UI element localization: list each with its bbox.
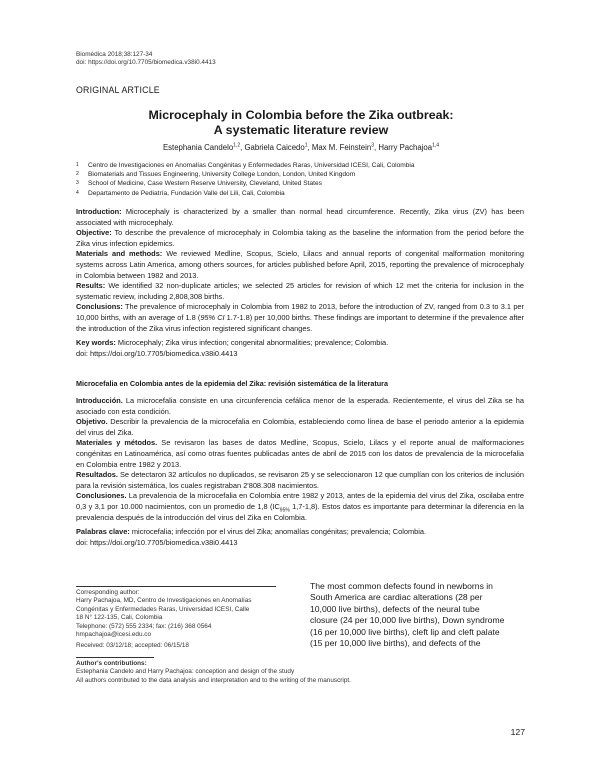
correspondence-line: Harry Pachajoa, MD, Centro de Investigaciones en Anomalías (76, 597, 252, 605)
body-line: (16 per 10,000 live births), cleft lip and cleft palate (310, 626, 500, 637)
author-4: Harry Pachajoa (378, 143, 433, 152)
abstract-english (76, 207, 524, 359)
author-3-affil: 3 (371, 142, 374, 149)
affiliations (76, 161, 415, 198)
body-line: 10,000 live births), defects of the neural tube (310, 603, 480, 614)
divider (76, 657, 154, 658)
received-accepted-dates: Received: 03/12/18; accepted: 06/15/18 (76, 642, 189, 650)
resumen-objetivo: Objetivo. Describir la prevalencia de la microcefalia en Colombia, estableciendo como línea de base el periodo anterior a la epidemia del virus del Zika. (76, 417, 524, 437)
header-doi: doi: https://doi.org/10.7705/biomedica.v38i0.4413 (76, 59, 216, 67)
resumen-metodos: Materiales y métodos. Se revisaron las bases de datos Medline, Scopus, Scielo, Lilacs y el reporte anual de malformaciones congénitas en Latinoamérica, así como otras fuentes publicadas antes de abril de 2015 con los datos de prevalencia de la microcefalia en Colombia entre 1982 y 2013. (76, 438, 524, 469)
affiliation-item: 2 Biomaterials and Tissues Engineering, University College London, London, United Kingdom (76, 171, 356, 179)
keywords-english: Key words: Microcephaly; Zika virus infection; congenital abnormalities; prevalence; Colombia. (76, 338, 389, 348)
resumen-conclusiones: Conclusiones. La prevalencia de la microcefalia en Colombia entre 1982 y 2013, antes de la epidemia del virus del Zika, oscilaba entre 0,3 y 3,1 por 10.000 nacimientos, con un promedio de 1,8 ($IC_{95\%}$ 1,7-1,8). Estos datos es importante para determinar la diferencia en la prevalencia después de la introducción del virus del Zika en Colombia. (76, 491, 524, 522)
correspondence-line: Congénitas y Enfermedades Raras, Universidad ICESI, Calle (76, 605, 250, 613)
resumen-introduccion: Introducción. La microcefalia consiste en una circunferencia cefálica menor de la esperada. Recientemente, el virus del Zika se ha asociado con esta condición. (76, 396, 524, 416)
abstract-objective: Objective: To describe the prevalence of microcephaly in Colombia taking as the baseline the information from the period before the Zika virus infection epidemics. (76, 228, 524, 248)
contributions-block (76, 660, 526, 685)
resumen-resultados: Resultados. Se detectaron 32 artículos no duplicados, se revisaron 25 y se seleccionaron 12 que cumplían con los criterios de inclusión para la revisión sistemática, los cuales registraban 2'808.308 nacimientos. (76, 470, 524, 490)
journal-line: Biomédica 2018;38:127-34 (76, 51, 153, 58)
section-label: ORIGINAL ARTICLE (76, 85, 160, 95)
affiliation-item: 4 Departamento de Pediatría, Fundación Valle del Lili, Cali, Colombia (76, 189, 285, 197)
title-line-1: Microcephaly in Colombia before the Zika outbreak: (148, 108, 454, 122)
abstract-spanish (76, 396, 524, 548)
author-list: Estephania Candelo$^{1,2}$, Gabriela Caicedo$^1$, Max M. Feinstein$^3$, Harry Pachajoa$^{1,4}$ (162, 142, 440, 152)
divider (76, 586, 276, 587)
correspondence-label: Corresponding author: (76, 589, 140, 596)
page-number: 127 (510, 727, 525, 737)
abstract-conclusions: Conclusions: The prevalence of microcephaly in Colombia from 1982 to 2013, before the introduction of ZV, ranged from 0.3 to 3.1 per 10,000 births, with an average of 1.8 (95% CI 1.7-1.8) per 10,000 births. These findings are important to determine if the prevalence after the introduction of the Zika virus infection registered significant changes. (76, 302, 525, 333)
correspondence-email[interactable]: hmpachajoa@icesi.edu.co (76, 631, 152, 639)
body-line: The most common defects found in newborns in (310, 581, 493, 591)
body-line: South America are cardiac alterations (28 per (310, 592, 483, 603)
abstract-methods: Materials and methods: We reviewed Medline, Scopus, Scielo, Lilacs and annual reports of congenital malformation monitoring systems across Latin America, among others sources, for articles published before April, 2015, reporting the prevalence of microcephaly in Colombia between 1982 and 2013. (76, 249, 524, 280)
keywords-spanish: Palabras clave: microcefalia; infección por el virus del Zika; anomalías congénitas; prevalencia; Colombia. (76, 527, 427, 537)
affiliation-item: 3 School of Medicine, Case Western Reserve University, Cleveland, United States (76, 180, 322, 188)
journal-citation (76, 51, 216, 68)
doi-spanish[interactable]: doi: https://doi.org/10.7705/biomedica.v38i0.4413 (76, 537, 238, 547)
doi-english[interactable]: doi: https://doi.org/10.7705/biomedica.v38i0.4413 (76, 348, 238, 358)
author-3: Max M. Feinstein (311, 143, 372, 152)
contributions-line: Estephania Candelo and Harry Pachajoa: conception and design of the study (76, 668, 295, 676)
body-text-column (310, 581, 525, 649)
spanish-abstract-title: Microcefalia en Colombia antes de la epidemia del Zika: revisión sistemática de la literatura (76, 379, 388, 388)
article-title (76, 108, 526, 138)
title-line-2: A systematic literature review (213, 123, 389, 137)
abstract-introduction: Introduction: Microcephaly is characterized by a smaller than normal head circumference. Recently, Zika virus (ZV) has been associated with microcephaly. (76, 207, 524, 227)
correspondence-line: 18 N° 122-135, Cali, Colombia (76, 614, 163, 622)
body-line: (15 per 10,000 live births), and defects of the (310, 638, 481, 649)
affiliation-item: 1 Centro de Investigaciones en Anomalías Congénitas y Enfermedades Raras, Universidad ICESI, Cali, Colombia (76, 162, 415, 169)
correspondence-line: Telephone: (572) 555 2334; fax: (216) 368 0564 (76, 622, 212, 630)
author-2-affil: 1 (304, 142, 308, 149)
author-2: Gabriela Caicedo (244, 143, 305, 152)
contributions-label: Author's contributions: (76, 660, 147, 667)
body-line: closure (24 per 10,000 live births), Down syndrome (310, 615, 505, 626)
contributions-line: All authors contributed to the data analysis and interpretation and to the writing of the manuscript. (76, 676, 351, 684)
author-1: Estephania Candelo (162, 143, 234, 152)
author-4-affil: 1,4 (432, 142, 440, 149)
author-1-affil: 1,2 (233, 142, 241, 149)
correspondence-block (76, 589, 276, 651)
abstract-results: Results: We identified 32 non-duplicate articles; we selected 25 articles for revision of which 12 met the criteria for inclusion in the systematic review, including 2,808,308 births. (76, 281, 524, 301)
